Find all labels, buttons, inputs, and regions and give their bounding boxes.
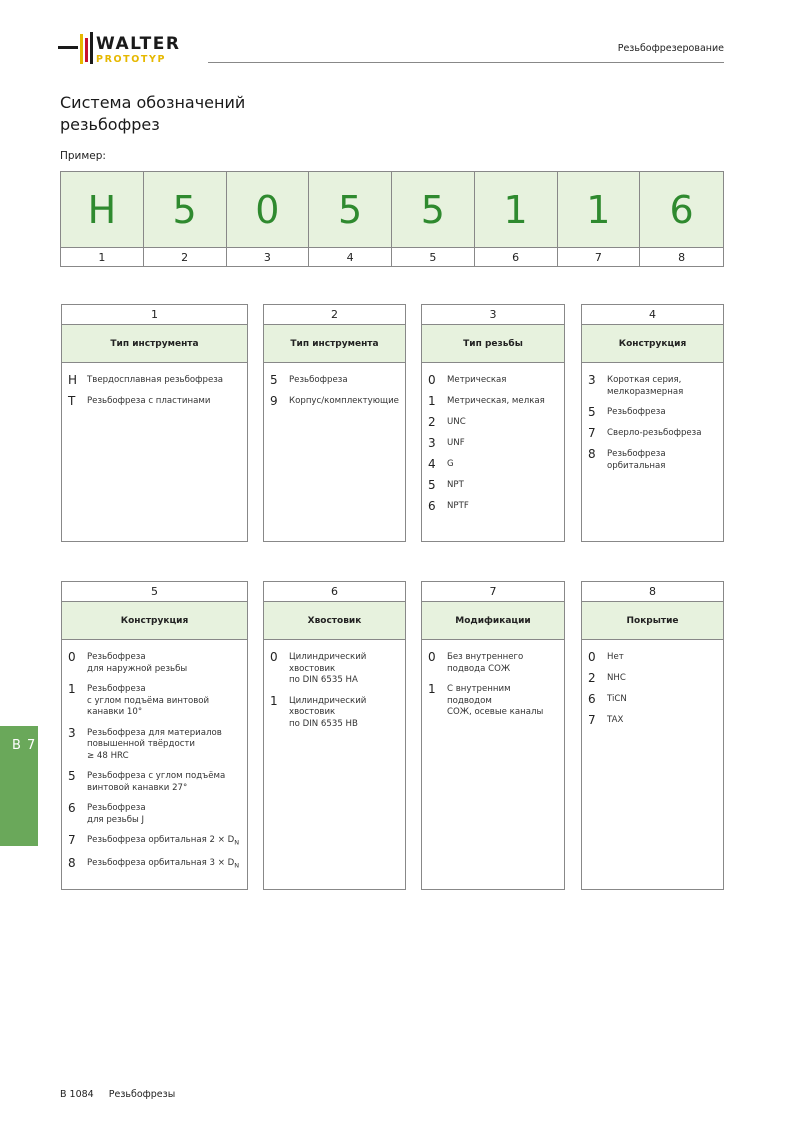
code-character: 5	[144, 172, 227, 248]
entry-code: 1	[428, 682, 436, 696]
entry-description-text: Метрическая, мелкая	[447, 396, 545, 406]
entry-description	[289, 374, 348, 387]
logo-wordmark: WALTER	[96, 34, 181, 54]
code-position: 5	[392, 248, 475, 266]
entry-description	[289, 395, 399, 408]
panel-number: 5	[62, 582, 247, 602]
panel-title: Конструкция	[62, 602, 247, 640]
entry-code: 1	[428, 394, 436, 408]
entry-code: 6	[68, 801, 76, 815]
entry-description-text: Резьбофреза с углом подъёма винтовой канавки 27°	[87, 771, 226, 793]
header-divider	[208, 62, 724, 63]
entry-description	[607, 693, 627, 706]
entry-code: 3	[68, 725, 76, 740]
entry-description	[87, 857, 239, 872]
entry-description	[87, 770, 225, 794]
entry-code: 5	[68, 769, 76, 783]
section-heading: Резьбофрезерование	[617, 43, 724, 54]
entry-code: 5	[270, 373, 278, 387]
entry-description	[607, 448, 717, 472]
entry-description-text: TiCN	[607, 694, 627, 704]
chapter-side-tab	[0, 726, 38, 846]
entry-description-text: Резьбофреза с углом подъёма винтовой канавки 10°	[87, 684, 210, 717]
logo-subtitle: PROTOTYP	[96, 54, 167, 65]
entry-description-text: Короткая серия, мелкоразмерная	[607, 375, 684, 397]
panel-title: Хвостовик	[264, 602, 405, 640]
entry-description	[607, 374, 683, 398]
entry-code: 7	[68, 833, 76, 847]
code-entry	[68, 395, 241, 408]
entry-description-text: Резьбофреза для резьбы J	[87, 803, 146, 825]
chapter-tab-label: B 7	[12, 738, 37, 753]
code-entry	[588, 714, 717, 727]
entry-description	[607, 714, 623, 727]
entry-description-text: Корпус/комплектующие	[289, 396, 399, 406]
logo-bars-icon	[58, 30, 98, 70]
entry-code: 0	[588, 650, 596, 664]
code-entry	[68, 770, 241, 794]
panel-title: Покрытие	[582, 602, 723, 640]
entry-description	[87, 834, 239, 849]
entry-description-text: Без внутреннего подвода СОЖ	[447, 652, 524, 674]
entry-description-text: Твердосплавная резьбофреза	[87, 375, 224, 385]
designation-example-table	[60, 171, 724, 267]
code-entry	[428, 374, 558, 387]
panel-title: Тип инструмента	[264, 325, 405, 363]
entry-description-text: Сверло-резьбофреза	[607, 428, 702, 438]
entry-code: 2	[588, 671, 596, 685]
entry-description-text: Резьбофреза для наружной резьбы	[87, 652, 188, 674]
code-entry	[588, 693, 717, 706]
entry-description-text: Резьбофреза	[607, 407, 666, 417]
panel-number: 6	[264, 582, 405, 602]
entry-description	[87, 651, 187, 675]
code-entry	[428, 500, 558, 513]
code-character: 1	[475, 172, 558, 248]
code-character: 0	[227, 172, 310, 248]
entry-description	[607, 406, 666, 419]
entry-description-text: G	[447, 459, 454, 469]
entry-description	[87, 802, 146, 826]
code-entry	[270, 374, 399, 387]
entry-code: 8	[68, 856, 76, 871]
entry-code: 4	[428, 457, 436, 471]
entry-description-text: NPT	[447, 480, 464, 490]
code-character: 6	[640, 172, 723, 248]
code-entry	[68, 727, 241, 763]
panel-position-8	[581, 581, 724, 890]
entry-description-text: Метрическая	[447, 375, 507, 385]
entry-description-text: NHC	[607, 673, 626, 683]
page-title: Система обозначений резьбофрез	[60, 93, 246, 134]
entry-description	[607, 427, 702, 440]
entry-description-text: Резьбофреза орбитальная 2 × D	[87, 835, 235, 845]
panel-entries	[422, 640, 564, 719]
code-entry	[428, 395, 558, 408]
code-position: 2	[144, 248, 227, 266]
entry-description-text: Цилиндрический хвостовик по DIN 6535 HB	[289, 695, 367, 729]
entry-description-text: Резьбофреза	[289, 375, 348, 385]
code-entry	[588, 374, 717, 398]
entry-description	[447, 416, 466, 429]
code-position: 1	[61, 248, 144, 266]
entry-description	[87, 374, 223, 387]
entry-code: 0	[428, 650, 436, 664]
footer-section: Резьбофрезы	[108, 1089, 176, 1100]
code-entry	[588, 448, 717, 472]
entry-code: 1	[270, 693, 278, 708]
panel-position-2	[263, 304, 406, 542]
entry-code: 7	[588, 713, 596, 727]
code-entry	[428, 683, 558, 719]
panel-entries	[582, 640, 723, 727]
panel-title: Модификации	[422, 602, 564, 640]
panel-position-1	[61, 304, 248, 542]
entry-code: 7	[588, 426, 596, 440]
entry-description-text: Резьбофреза для материалов повышенной твёрдости ≥ 48 HRC	[87, 727, 222, 761]
panel-number: 3	[422, 305, 564, 325]
entry-description-text: Резьбофреза орбитальная	[607, 449, 666, 471]
entry-code: 1	[68, 682, 76, 696]
entry-code: 8	[588, 447, 596, 461]
code-character: H	[61, 172, 144, 248]
entry-code: 2	[428, 415, 436, 429]
entry-description	[447, 437, 465, 450]
entry-code: 3	[428, 436, 436, 450]
entry-code: 5	[588, 405, 596, 419]
panel-title: Тип резьбы	[422, 325, 564, 363]
entry-description	[87, 683, 241, 719]
panel-position-5	[61, 581, 248, 890]
panel-number: 8	[582, 582, 723, 602]
code-entry	[428, 479, 558, 492]
code-entry	[428, 437, 558, 450]
footer-page-number: B 1084	[60, 1089, 94, 1100]
code-entry	[588, 651, 717, 664]
code-position: 3	[227, 248, 310, 266]
code-entry	[68, 802, 241, 826]
entry-description	[87, 395, 210, 408]
panel-entries	[264, 363, 405, 408]
entry-description-text: Нет	[607, 652, 624, 662]
code-entry	[270, 651, 399, 687]
panel-position-6	[263, 581, 406, 890]
panel-entries	[422, 363, 564, 513]
entry-description	[87, 727, 222, 763]
code-entry	[428, 458, 558, 471]
panel-number: 2	[264, 305, 405, 325]
entry-description-text: С внутренним подводом СОЖ, осевые каналы	[447, 684, 544, 717]
entry-description-text: Цилиндрический хвостовик по DIN 6535 HA	[289, 652, 367, 685]
panel-entries	[582, 363, 723, 472]
entry-code: H	[68, 373, 78, 387]
code-position: 4	[309, 248, 392, 266]
panel-number: 7	[422, 582, 564, 602]
panel-title: Тип инструмента	[62, 325, 247, 363]
panel-title: Конструкция	[582, 325, 723, 363]
entry-description	[447, 683, 558, 719]
entry-code: 6	[428, 499, 436, 513]
entry-code: 0	[68, 650, 76, 664]
code-position: 6	[475, 248, 558, 266]
entry-description-text: NPTF	[447, 501, 469, 511]
code-entry	[68, 651, 241, 675]
code-entry	[428, 416, 558, 429]
entry-description	[607, 651, 624, 664]
entry-description	[289, 651, 399, 687]
code-entry	[68, 857, 241, 872]
entry-description	[289, 695, 399, 731]
entry-subscript: N	[234, 861, 240, 870]
panel-entries	[62, 640, 247, 872]
code-character: 5	[392, 172, 475, 248]
entry-description	[447, 395, 545, 408]
entry-code: T	[68, 394, 76, 408]
entry-code: 3	[588, 373, 596, 387]
entry-description	[447, 651, 523, 675]
walter-prototyp-logo	[58, 30, 198, 70]
page-footer	[60, 1089, 175, 1100]
entry-description-text: Резьбофреза орбитальная 3 × D	[87, 858, 235, 869]
code-character: 1	[558, 172, 641, 248]
code-entry	[588, 427, 717, 440]
panel-entries	[264, 640, 405, 730]
code-character: 5	[309, 172, 392, 248]
code-entry	[270, 395, 399, 408]
example-label: Пример:	[60, 150, 106, 162]
entry-description	[447, 374, 506, 387]
entry-description-text: Резьбофреза с пластинами	[87, 396, 211, 406]
code-entry	[68, 374, 241, 387]
entry-description-text: UNF	[447, 438, 465, 448]
entry-description	[607, 672, 626, 685]
entry-code: 9	[270, 394, 278, 408]
code-position: 7	[558, 248, 641, 266]
entry-subscript: N	[234, 838, 240, 847]
code-entry	[428, 651, 558, 675]
code-position: 8	[678, 250, 686, 264]
entry-description	[447, 458, 454, 471]
panel-position-7	[421, 581, 565, 890]
entry-code: 0	[428, 373, 436, 387]
panel-number: 4	[582, 305, 723, 325]
panel-position-3	[421, 304, 565, 542]
code-entry	[588, 406, 717, 419]
entry-code: 5	[428, 478, 436, 492]
panel-number: 1	[62, 305, 247, 325]
entry-description	[447, 500, 469, 513]
entry-code: 6	[588, 692, 596, 706]
code-entry	[68, 683, 241, 719]
entry-description-text: UNC	[447, 417, 466, 427]
code-entry	[68, 834, 241, 849]
entry-description-text: TAX	[607, 715, 624, 725]
panel-entries	[62, 363, 247, 408]
panel-position-4	[581, 304, 724, 542]
entry-description	[447, 479, 464, 492]
entry-code: 0	[270, 650, 278, 664]
code-entry	[270, 695, 399, 731]
code-entry	[588, 672, 717, 685]
